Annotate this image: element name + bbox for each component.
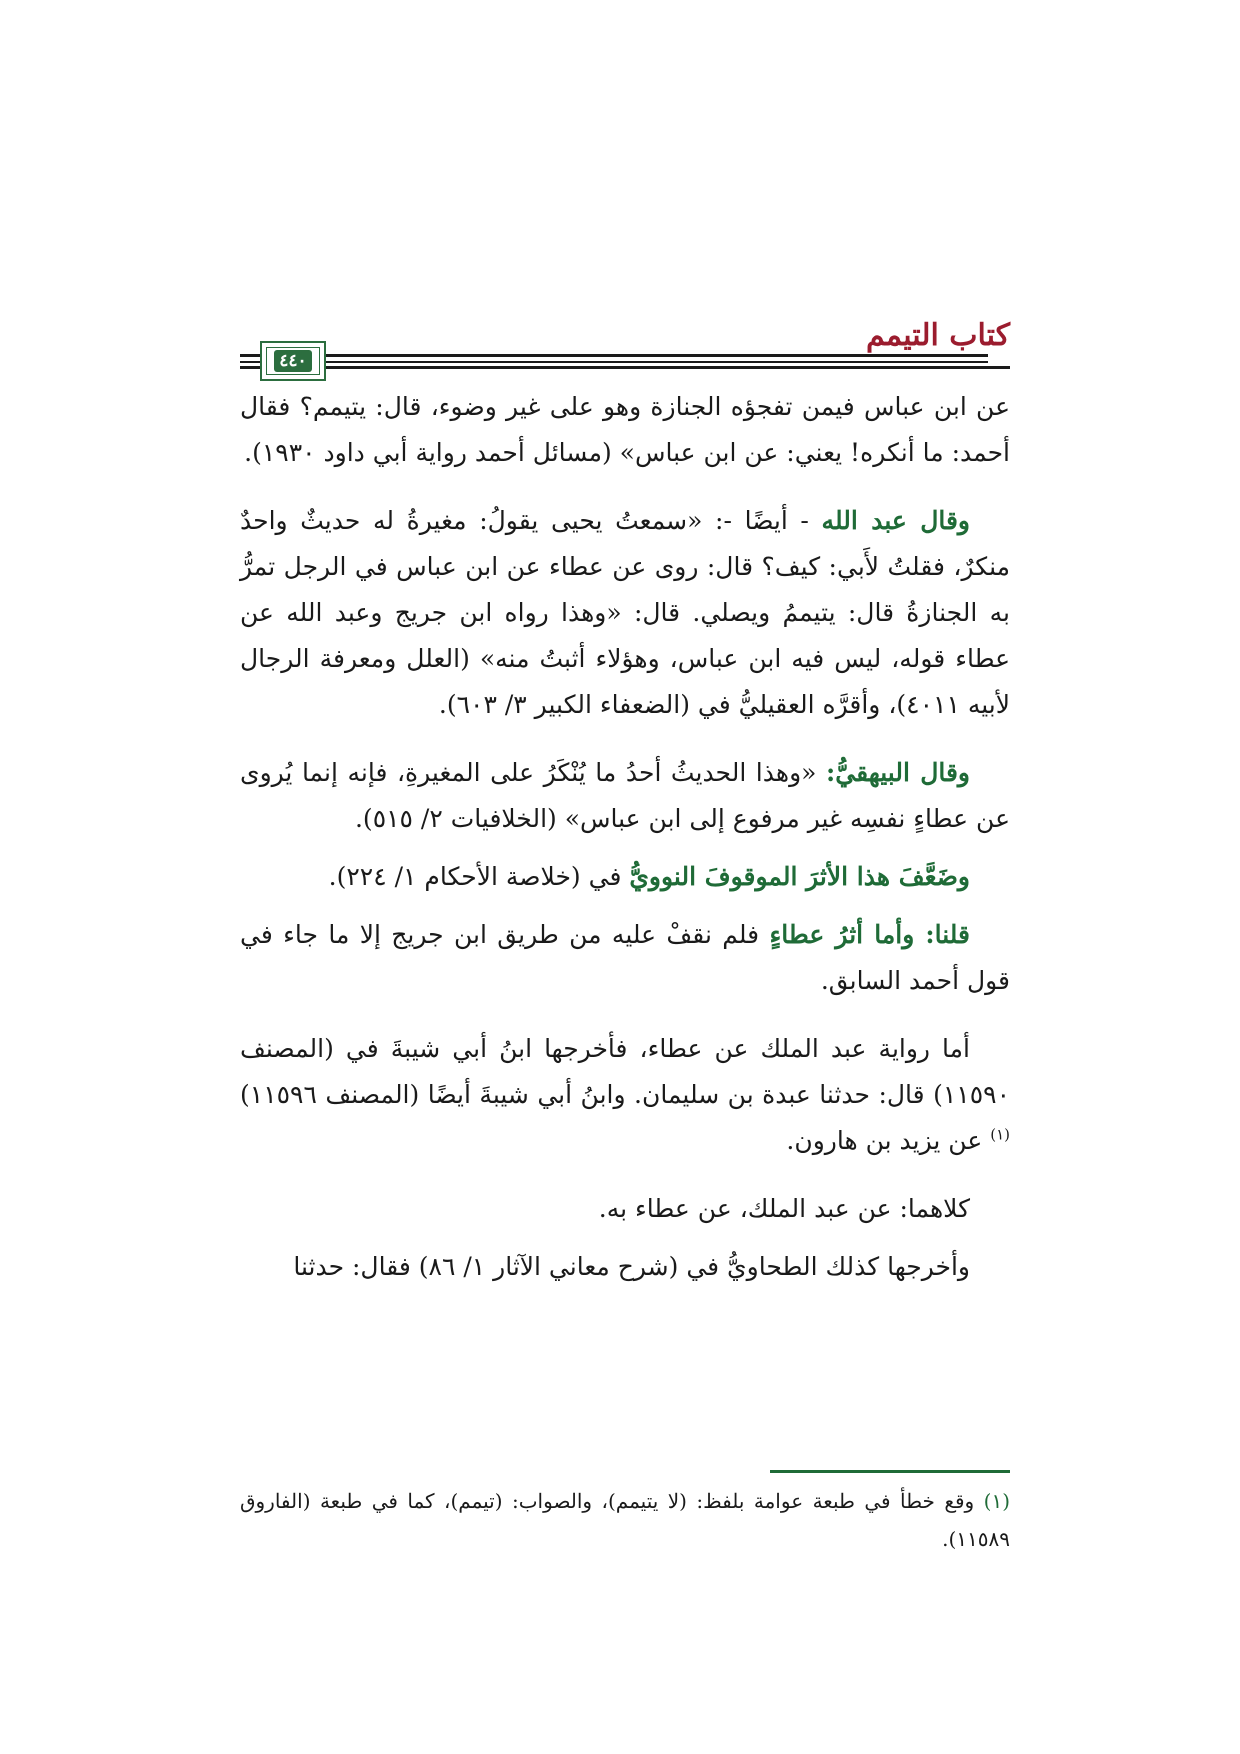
paragraph-text: أما رواية عبد الملك عن عطاء، فأخرجها ابنُ أبي شيبةَ في (المصنف ١١٥٩٠) قال: حدثنا عبدة بن سليمان. وابنُ أبي شيبةَ أيضًا (المصنف ١١٥٩٦) — [240, 1034, 1010, 1109]
page-number: ٤٤٠ — [274, 350, 312, 372]
header-rule — [240, 354, 988, 357]
paragraph — [240, 750, 1010, 842]
paragraph-text: عن ابن عباس فيمن تفجؤه الجنازة وهو على غير وضوء، قال: يتيمم؟ فقال أحمد: ما أنكره! يعني: عن ابن عباس» (مسائل أحمد رواية أبي داود ١٩٣٠). — [240, 392, 1010, 467]
page-header — [240, 318, 1010, 371]
paragraph-text: وأخرجها كذلك الطحاويُّ في (شرح معاني الآثار ١/ ٨٦) فقال: حدثنا — [293, 1252, 970, 1281]
highlighted-lead: قلنا: وأما أثرُ عطاءٍ — [769, 920, 971, 949]
paragraph-text: عن يزيد بن هارون. — [786, 1126, 983, 1155]
paragraph-text: في (خلاصة الأحكام ١/ ٢٢٤). — [328, 862, 622, 891]
footnote-number: (١) — [983, 1489, 1011, 1513]
main-text — [240, 384, 1010, 1312]
footnote-marker: (١) — [990, 1125, 1010, 1144]
paragraph-text: فلم نقفْ عليه من طريق ابن جريج إلا ما جاء في قول أحمد السابق. — [240, 920, 1010, 995]
page-number-frame — [260, 341, 326, 381]
paragraph — [240, 1244, 1010, 1290]
paragraph — [240, 384, 1010, 476]
paragraph-text: - أيضًا -: «سمعتُ يحيى يقولُ: مغيرةُ له حديثٌ واحدٌ منكرٌ، فقلتُ لأَبي: كيف؟ قال: روى عن عطاء عن ابن عباس في الرجل تمرُّ به الجنازةُ قال: يتيممُ ويصلي. قال: «وهذا رواه ابن جريج وعبد الله عن عطاء قوله، ليس فيه ابن عباس، وهؤلاء أثبتُ منه» (العلل ومعرفة الرجال لأبيه ٤٠١١)، وأقرَّه العقيليُّ في (الضعفاء الكبير ٣/ ٦٠٣). — [240, 506, 1010, 719]
header-rule — [240, 361, 988, 363]
paragraph — [240, 1026, 1010, 1164]
book-title: كتاب التيمم — [865, 318, 1010, 353]
paragraph — [240, 912, 1010, 1004]
paragraph — [240, 498, 1010, 728]
footnote-separator — [770, 1470, 1010, 1473]
paragraph-text: «وهذا الحديثُ أحدُ ما يُنْكَرُ على المغيرةِ، فإنه إنما يُروى عن عطاءٍ نفسِه غير مرفوع إلى ابن عباس» (الخلافيات ٢/ ٥١٥). — [240, 758, 1010, 833]
highlighted-lead: وضَعَّفَ هذا الأثرَ الموقوفَ النوويُّ — [629, 862, 970, 891]
highlighted-lead: وقال البيهقيُّ: — [826, 758, 970, 787]
footnote — [240, 1482, 1010, 1558]
footnote-text: وقع خطأ في طبعة عوامة بلفظ: (لا يتيمم)، والصواب: (تيمم)، كما في طبعة (الفاروق ١١٥٨٩). — [240, 1489, 1010, 1551]
paragraph — [240, 1186, 1010, 1232]
paragraph-text: كلاهما: عن عبد الملك، عن عطاء به. — [598, 1194, 970, 1223]
highlighted-lead: وقال عبد الله — [821, 506, 970, 535]
header-rule — [240, 366, 1010, 369]
paragraph — [240, 854, 1010, 900]
